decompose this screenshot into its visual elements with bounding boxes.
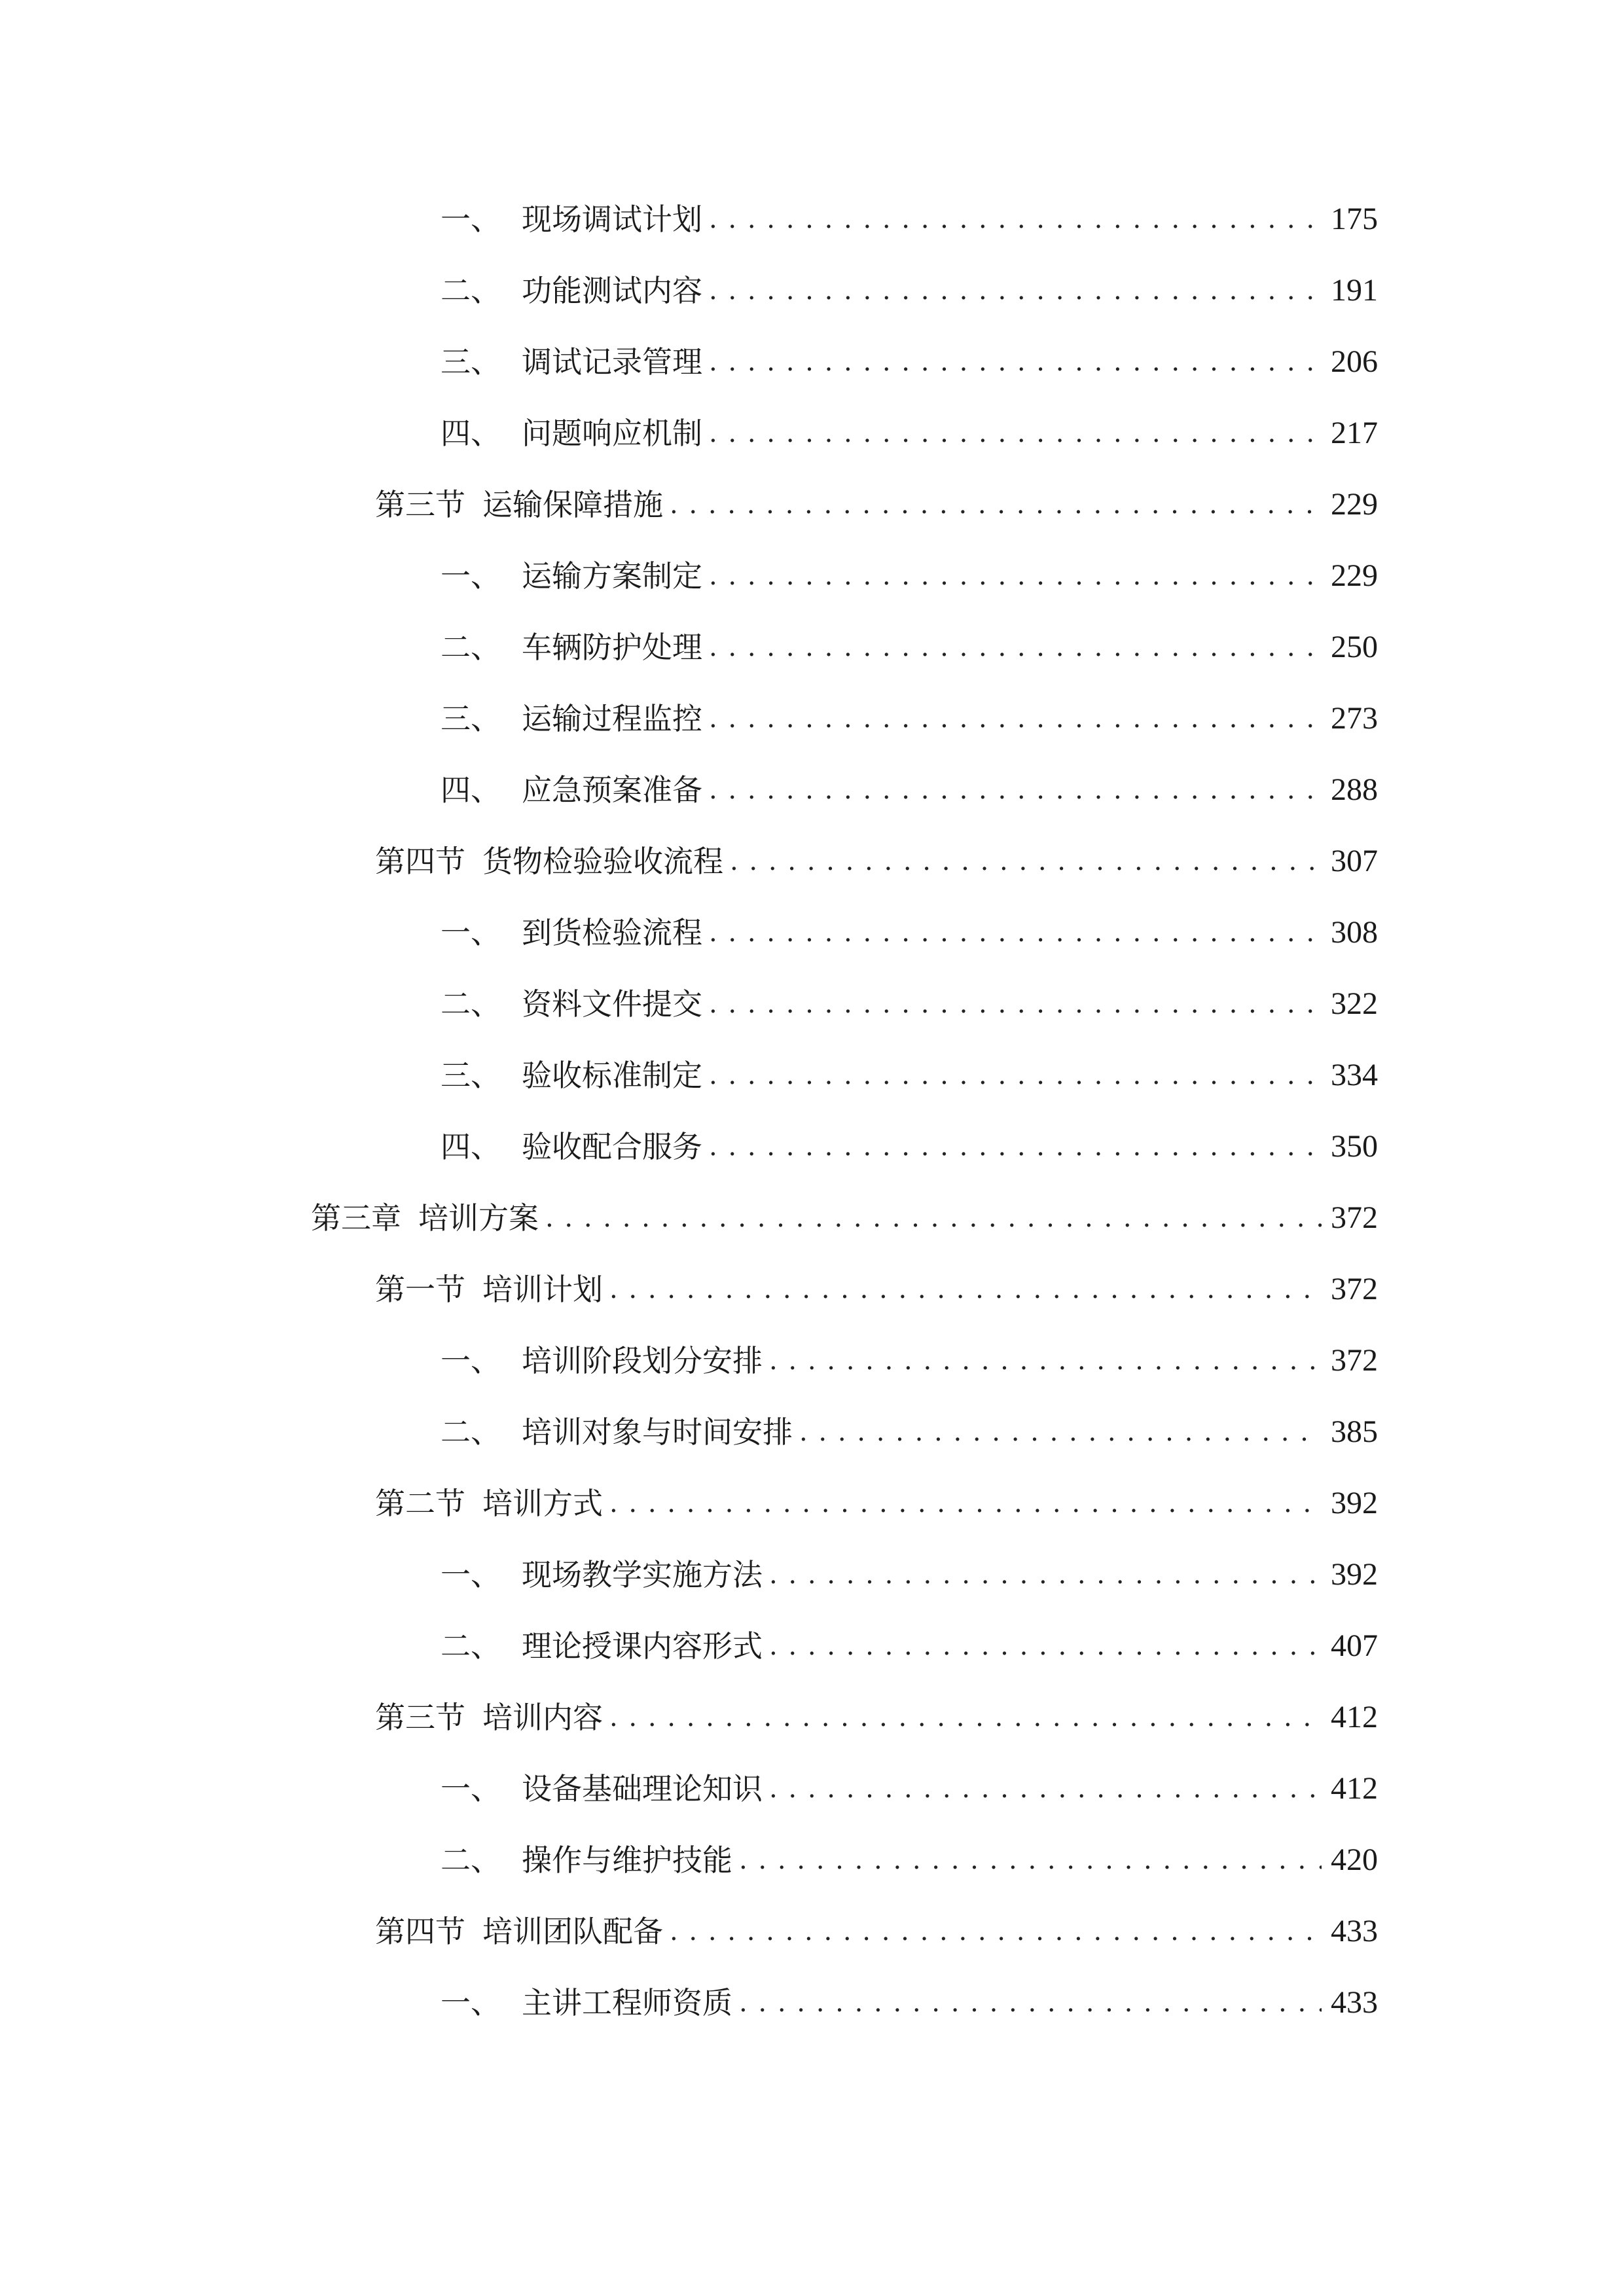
toc-entry-page: 273 — [1331, 701, 1378, 736]
toc-leader-dots — [799, 1406, 1322, 1458]
toc-entry-number: 四、 — [441, 416, 501, 451]
toc-entry-page: 229 — [1331, 558, 1378, 593]
toc-entry-title: 功能测试内容 — [522, 273, 702, 308]
toc-leader-dots — [739, 1834, 1322, 1886]
toc-leader-dots — [709, 1121, 1322, 1173]
toc-entry[interactable] — [441, 1620, 1378, 1672]
toc-entry-title: 应急预案准备 — [522, 772, 702, 808]
toc-entry-page: 308 — [1331, 915, 1378, 950]
toc-entry[interactable] — [375, 478, 1378, 531]
toc-leader-dots — [739, 1977, 1322, 2029]
toc-entry-page: 433 — [1331, 1914, 1378, 1948]
toc-entry-title: 培训团队配备 — [482, 1914, 663, 1949]
toc-entry-title: 运输保障措施 — [482, 487, 663, 522]
toc-entry-number: 第三节 — [375, 487, 465, 522]
toc-entry-number: 第二节 — [375, 1486, 465, 1521]
toc-entry-title: 培训阶段划分安排 — [522, 1343, 763, 1378]
toc-entry[interactable] — [441, 1406, 1378, 1458]
toc-entry[interactable] — [375, 1905, 1378, 1958]
toc-entry-page: 412 — [1331, 1700, 1378, 1734]
toc-entry-number: 一、 — [441, 202, 501, 237]
toc-entry-number: 三、 — [441, 344, 501, 380]
toc-entry[interactable] — [441, 692, 1378, 745]
toc-entry-page: 322 — [1331, 986, 1378, 1021]
toc-entry-page: 372 — [1331, 1343, 1378, 1378]
toc-entry-number: 四、 — [441, 772, 501, 808]
toc-entry-number: 第四节 — [375, 1914, 465, 1949]
toc-entry-page: 175 — [1331, 202, 1378, 236]
toc-entry-page: 372 — [1331, 1200, 1378, 1235]
toc-entry-title: 培训方式 — [482, 1486, 603, 1521]
toc-entry-page: 334 — [1331, 1058, 1378, 1092]
toc-entry-page: 420 — [1331, 1842, 1378, 1877]
toc-leader-dots — [769, 1549, 1322, 1601]
toc-entry[interactable] — [441, 1977, 1378, 2029]
toc-entry-page: 385 — [1331, 1414, 1378, 1449]
toc-entry-page: 288 — [1331, 772, 1378, 807]
toc-entry-number: 第三章 — [311, 1200, 401, 1236]
toc-entry-title: 验收标准制定 — [522, 1058, 702, 1093]
toc-entry[interactable] — [441, 1121, 1378, 1173]
toc-entry-number: 二、 — [441, 1628, 501, 1664]
toc-entry[interactable] — [441, 1763, 1378, 1815]
toc-leader-dots — [709, 764, 1322, 816]
toc-entry-page: 229 — [1331, 487, 1378, 522]
toc-entry[interactable] — [441, 407, 1378, 459]
toc-entry-title: 培训内容 — [482, 1700, 603, 1735]
toc-entry-number: 二、 — [441, 1842, 501, 1878]
toc-entry-title: 培训对象与时间安排 — [522, 1414, 793, 1450]
toc-entry-title: 现场调试计划 — [522, 202, 702, 237]
toc-entry[interactable] — [441, 906, 1378, 959]
toc-entry[interactable] — [441, 621, 1378, 673]
toc-entry-title: 现场教学实施方法 — [522, 1557, 763, 1592]
toc-leader-dots — [769, 1335, 1322, 1387]
toc-leader-dots — [709, 621, 1322, 673]
toc-leader-dots — [609, 1263, 1322, 1316]
toc-entry-page: 350 — [1331, 1129, 1378, 1164]
toc-leader-dots — [709, 978, 1322, 1030]
toc-entry-title: 验收配合服务 — [522, 1129, 702, 1164]
toc-entry-title: 设备基础理论知识 — [522, 1771, 763, 1806]
toc-entry-page: 191 — [1331, 273, 1378, 308]
toc-leader-dots — [709, 1049, 1322, 1102]
toc-entry-number: 一、 — [441, 1771, 501, 1806]
toc-entry-title: 培训方案 — [418, 1200, 539, 1236]
toc-leader-dots — [609, 1477, 1322, 1530]
toc-entry-title: 操作与维护技能 — [522, 1842, 732, 1878]
toc-entry-title: 运输方案制定 — [522, 558, 702, 594]
toc-entry-page: 412 — [1331, 1771, 1378, 1806]
toc-entry-number: 第四节 — [375, 844, 465, 879]
toc-entry-page: 433 — [1331, 1985, 1378, 2020]
toc-entry[interactable] — [441, 978, 1378, 1030]
toc-entry-page: 206 — [1331, 344, 1378, 379]
toc-entry[interactable] — [375, 835, 1378, 888]
toc-entry-page: 217 — [1331, 416, 1378, 450]
toc-leader-dots — [730, 835, 1322, 888]
toc-entry-title: 主讲工程师资质 — [522, 1985, 732, 2020]
toc-entry[interactable] — [441, 264, 1378, 317]
toc-entry[interactable] — [441, 764, 1378, 816]
toc-entry[interactable] — [441, 1834, 1378, 1886]
toc-entry-number: 三、 — [441, 701, 501, 736]
toc-entry-number: 第三节 — [375, 1700, 465, 1735]
toc-entry-title: 调试记录管理 — [522, 344, 702, 380]
toc-entry-number: 一、 — [441, 1985, 501, 2020]
toc-entry[interactable] — [441, 1049, 1378, 1102]
toc-entry-number: 三、 — [441, 1058, 501, 1093]
toc-entry-number: 二、 — [441, 630, 501, 665]
toc-leader-dots — [709, 550, 1322, 602]
toc-entry[interactable] — [441, 1335, 1378, 1387]
toc-leader-dots — [670, 1905, 1322, 1958]
toc-entry-page: 372 — [1331, 1272, 1378, 1306]
toc-entry-title: 到货检验流程 — [522, 915, 702, 950]
toc-entry-number: 一、 — [441, 915, 501, 950]
toc-leader-dots — [769, 1620, 1322, 1672]
toc-entry-number: 一、 — [441, 1343, 501, 1378]
toc-leader-dots — [709, 692, 1322, 745]
toc-leader-dots — [545, 1192, 1322, 1244]
toc-entry-title: 理论授课内容形式 — [522, 1628, 763, 1664]
toc-entry[interactable] — [375, 1263, 1378, 1316]
toc-entry-number: 二、 — [441, 986, 501, 1022]
toc-leader-dots — [609, 1691, 1322, 1744]
toc-entry-number: 四、 — [441, 1129, 501, 1164]
toc-leader-dots — [670, 478, 1322, 531]
toc-entry-number: 一、 — [441, 558, 501, 594]
toc-entry-title: 运输过程监控 — [522, 701, 702, 736]
toc-entry-number: 一、 — [441, 1557, 501, 1592]
toc-entry-page: 250 — [1331, 630, 1378, 664]
toc-entry-title: 问题响应机制 — [522, 416, 702, 451]
toc-entry-number: 二、 — [441, 1414, 501, 1450]
toc-entry-page: 392 — [1331, 1486, 1378, 1520]
toc-entry-title: 车辆防护处理 — [522, 630, 702, 665]
toc-entry[interactable] — [441, 193, 1378, 245]
toc-entry-number: 第一节 — [375, 1272, 465, 1307]
toc-entry-page: 392 — [1331, 1557, 1378, 1592]
toc-entry[interactable] — [375, 1477, 1378, 1530]
toc-entry[interactable] — [311, 1192, 1378, 1244]
toc-entry-number: 二、 — [441, 273, 501, 308]
toc-entry[interactable] — [375, 1691, 1378, 1744]
toc-entry-page: 307 — [1331, 844, 1378, 878]
toc-entry-title: 资料文件提交 — [522, 986, 702, 1022]
toc-leader-dots — [709, 264, 1322, 317]
toc-leader-dots — [709, 336, 1322, 388]
toc-entry-title: 货物检验验收流程 — [482, 844, 723, 879]
toc-leader-dots — [709, 906, 1322, 959]
toc-entry[interactable] — [441, 336, 1378, 388]
toc-leader-dots — [709, 407, 1322, 459]
toc-entry[interactable] — [441, 1549, 1378, 1601]
toc-entry-page: 407 — [1331, 1628, 1378, 1663]
toc-entry[interactable] — [441, 550, 1378, 602]
toc-entry-title: 培训计划 — [482, 1272, 603, 1307]
toc-leader-dots — [769, 1763, 1322, 1815]
toc-leader-dots — [709, 193, 1322, 245]
